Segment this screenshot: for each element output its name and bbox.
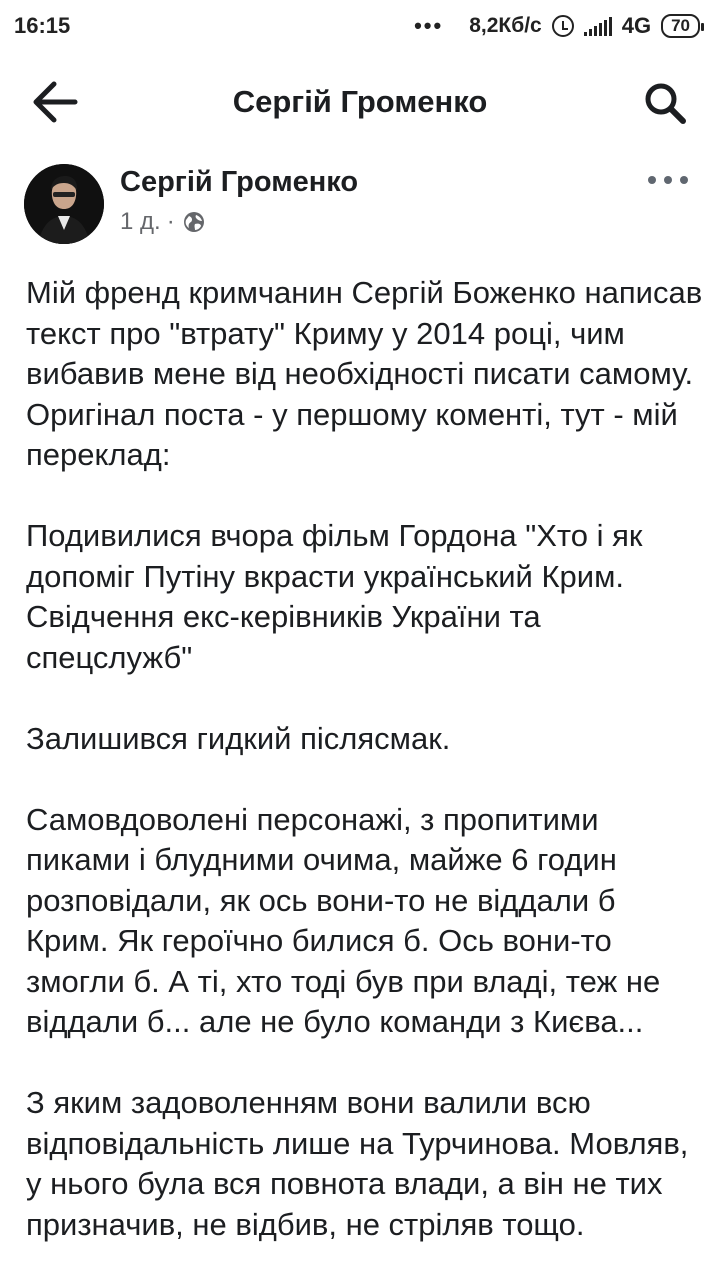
post-text: [26, 273, 706, 1245]
post-header: [0, 160, 720, 250]
globe-icon: [183, 211, 205, 233]
more-options-button[interactable]: [648, 172, 688, 188]
more-dot-icon: [648, 176, 656, 184]
notification-dots-icon: •••: [414, 13, 444, 38]
status-bar: [0, 0, 720, 52]
search-button[interactable]: [642, 80, 688, 126]
post-paragraph: Подивилися вчора фільм Гордона "Хто і як допоміг Путіну вкрасти український Крим. Свідчення екс-керівників України та спецслужб": [26, 518, 643, 675]
signal-icon: [584, 16, 612, 36]
meta-separator: ·: [166, 208, 175, 235]
alarm-icon: [552, 15, 574, 37]
post-author[interactable]: Сергій Громенко: [120, 166, 359, 198]
profile-photo: [24, 164, 104, 244]
post-paragraph: Самовдоволені персонажі, з пропитими пиками і блудними очима, майже 6 годин розповідали, як ось вони-то не віддали б Крим. Як героїчно билися б. Ось вони-то змогли б. А ті, хто тоді був при владі, теж не віддали б... але не було команди з Києва...: [26, 801, 661, 1039]
page-title: Сергій Громенко: [232, 84, 488, 119]
search-icon: [642, 80, 688, 126]
network-type: 4G: [621, 13, 652, 38]
back-arrow-icon: [30, 80, 80, 124]
post-meta: [120, 208, 205, 236]
more-dot-icon: [664, 176, 672, 184]
post-paragraph: Мій френд кримчанин Сергій Боженко написав текст про "втрату" Криму у 2014 році, чим вибавив мене від необхідності писати самому. Оригінал поста - у першому коменті, тут - мій переклад:: [26, 275, 703, 472]
top-bar: [0, 62, 720, 142]
network-speed: 8,2Кб/с: [469, 14, 542, 37]
post-time[interactable]: 1 д.: [120, 208, 161, 235]
post-paragraph: З яким задоволенням вони валили всю відповідальність лише на Турчинова. Мовляв, у нього була вся повнота влади, а він не тих призначив, не відбив, не стріляв тощо.: [26, 1085, 689, 1242]
more-dot-icon: [680, 176, 688, 184]
post-paragraph: Залишився гидкий післясмак.: [26, 720, 451, 756]
avatar[interactable]: [24, 164, 104, 244]
status-indicators: [414, 13, 700, 39]
status-time: 16:15: [14, 13, 71, 38]
battery-icon: 70: [661, 14, 700, 38]
back-button[interactable]: [30, 80, 80, 124]
